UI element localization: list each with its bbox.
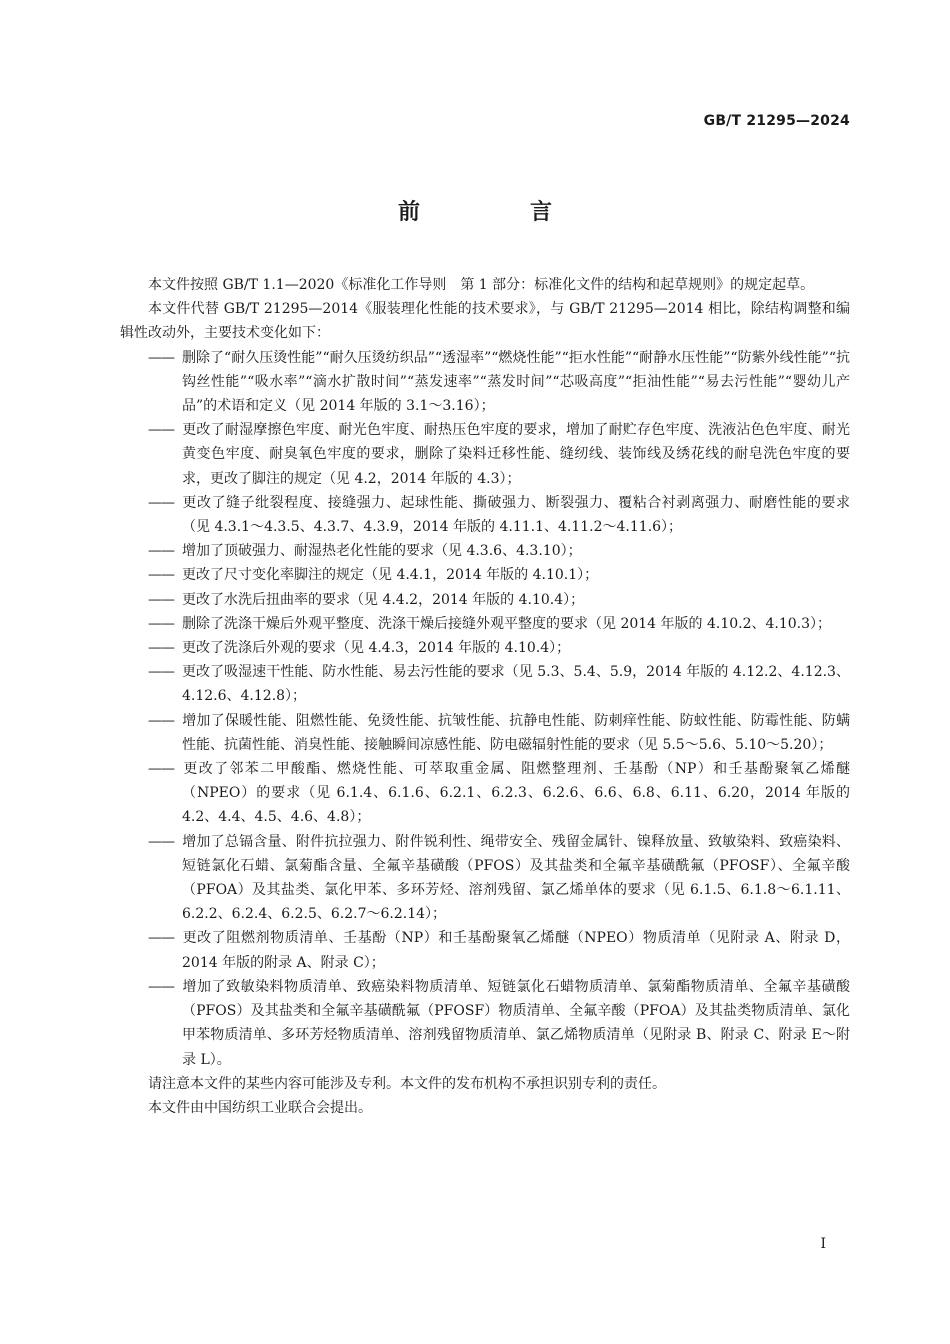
list-dash: —— — [148, 494, 174, 511]
list-dash: —— — [148, 591, 174, 608]
list-dash: —— — [148, 640, 174, 657]
change-text: 更改了阻燃剂物质清单、壬基酚（NP）和壬基酚聚氧乙烯醚（NPEO）物质清单（见附录 A、附录 D，2014 年版的附录 A、附录 C）； — [182, 930, 850, 971]
change-text: 更改了缝子纰裂程度、接缝强力、起球性能、撕破强力、断裂强力、覆粘合衬剥离强力、耐磨性能的要求（见 4.3.1～4.3.5、4.3.7、4.3.9，2014 年版的 4.11.1、4.11.2～4.11.6）； — [182, 494, 850, 536]
list-dash: —— — [148, 712, 174, 729]
list-item — [120, 709, 850, 757]
list-item — [120, 418, 850, 491]
change-text: 增加了总镉含量、附件抗拉强力、附件锐利性、绳带安全、残留金属针、镍释放量、致敏染料、致癌染料、短链氯化石蜡、氯菊酯含量、全氟辛基磺酸（PFOS）及其盐类和全氟辛基磺酰氟（PFOSF）、全氟辛酸（PFOA）及其盐类、氯化甲苯、多环芳烃、溶剂残留、氯乙烯单体的要求（见 6.1.5、6.1.8～6.1.11、6.2.2、6.2.4、6.2.5、6.2.7～6.2.14）； — [182, 833, 850, 923]
list-item — [120, 636, 850, 660]
page-number: I — [820, 1236, 826, 1252]
list-item — [120, 757, 850, 830]
list-dash: —— — [148, 543, 174, 560]
list-item — [120, 539, 850, 563]
change-text: 更改了尺寸变化率脚注的规定（见 4.4.1，2014 年版的 4.10.1）； — [182, 567, 599, 584]
change-text: 增加了顶破强力、耐湿热老化性能的要求（见 4.3.6、4.3.10）； — [182, 543, 582, 560]
patent-notice: 请注意本文件的某些内容可能涉及专利。本文件的发布机构不承担识别专利的责任。 — [148, 1075, 666, 1092]
change-text: 增加了致敏染料物质清单、致癌染料物质清单、短链氯化石蜡物质清单、氯菊酯物质清单、全氟辛基磺酸（PFOS）及其盐类和全氟辛基磺酰氟（PFOSF）物质清单、全氟辛酸（PFOA）及其盐类物质清单、氯化甲苯物质清单、多环芳烃物质清单、溶剂残留物质清单、氯乙烯物质清单（见附录 B、附录 C、附录 E～附录 L）。 — [182, 978, 850, 1068]
list-item — [120, 563, 850, 587]
document-body — [120, 273, 850, 1120]
technical-changes-list — [120, 346, 850, 1072]
list-item — [120, 975, 850, 1072]
list-dash: —— — [148, 978, 174, 995]
list-item — [120, 346, 850, 419]
change-text: 更改了邻苯二甲酸酯、燃烧性能、可萃取重金属、阻燃整理剂、壬基酚（NP）和壬基酚聚氧乙烯醚（NPEO）的要求（见 6.1.4、6.1.6、6.2.1、6.2.3、6.2.6、6.6、6.8、6.11、6.20，2014 年版的 4.2、4.4、4.5、4.6、4.8）； — [182, 761, 850, 826]
proposer-statement: 本文件由中国纺织工业联合会提出。 — [148, 1099, 372, 1116]
list-item — [120, 830, 850, 927]
change-text: 更改了耐湿摩擦色牢度、耐光色牢度、耐热压色牢度的要求，增加了耐贮存色牢度、洗液沾色色牢度、耐光黄变色牢度、耐臭氧色牢度的要求，删除了染料迁移性能、缝纫线、装饰线及绣花线的耐皂洗色牢度的要求，更改了脚注的规定（见 4.2，2014 年版的 4.3）； — [182, 422, 850, 487]
change-text: 更改了洗涤后外观的要求（见 4.4.3，2014 年版的 4.10.4）； — [182, 640, 571, 657]
change-text: 增加了保暖性能、阻燃性能、免烫性能、抗皱性能、抗静电性能、防刺痒性能、防蚊性能、防霉性能、防螨性能、抗菌性能、消臭性能、接触瞬间凉感性能、防电磁辐射性能的要求（见 5.5～5.6、5.10～5.20）； — [182, 712, 850, 753]
change-text: 删除了“耐久压烫性能”“耐久压烫纺织品”“透湿率”“燃烧性能”“拒水性能”“耐静水压性能”“防紫外线性能”“抗钩丝性能”“吸水率”“滴水扩散时间”“蒸发速率”“蒸发时间”“芯吸高度”“拒油性能”“易去污性能”“婴幼儿产品”的术语和定义（见 2014 年版的 3.1～3.16）； — [182, 349, 850, 415]
list-dash: —— — [148, 664, 174, 681]
list-dash: —— — [148, 615, 174, 632]
list-item — [120, 612, 850, 636]
list-dash: —— — [148, 761, 174, 778]
standard-code: GB/T 21295—2024 — [703, 113, 850, 129]
intro-paragraph: 本文件按照 GB/T 1.1—2020《标准化工作导则 第 1 部分：标准化文件的结构和起草规则》的规定起草。 — [148, 277, 815, 293]
list-dash: —— — [148, 930, 174, 947]
list-item — [120, 588, 850, 612]
list-dash: —— — [148, 422, 174, 439]
list-item — [120, 660, 850, 708]
list-dash: —— — [148, 567, 174, 584]
replacement-paragraph: 本文件代替 GB/T 21295—2014《服装理化性能的技术要求》，与 GB/T 21295—2014 相比，除结构调整和编辑性改动外，主要技术变化如下： — [120, 301, 850, 342]
page-title: 前 言 — [397, 200, 596, 225]
list-dash: —— — [148, 349, 174, 366]
list-item — [120, 926, 850, 974]
list-item — [120, 491, 850, 539]
change-text: 更改了吸湿速干性能、防水性能、易去污性能的要求（见 5.3、5.4、5.9，2014 年版的 4.12.2、4.12.3、4.12.6、4.12.8）； — [182, 664, 850, 705]
change-text: 删除了洗涤干燥后外观平整度、洗涤干燥后接缝外观平整度的要求（见 2014 年版的 4.10.2、4.10.3）； — [182, 615, 832, 632]
list-dash: —— — [148, 833, 174, 850]
change-text: 更改了水洗后扭曲率的要求（见 4.4.2，2014 年版的 4.10.4）； — [182, 591, 585, 608]
